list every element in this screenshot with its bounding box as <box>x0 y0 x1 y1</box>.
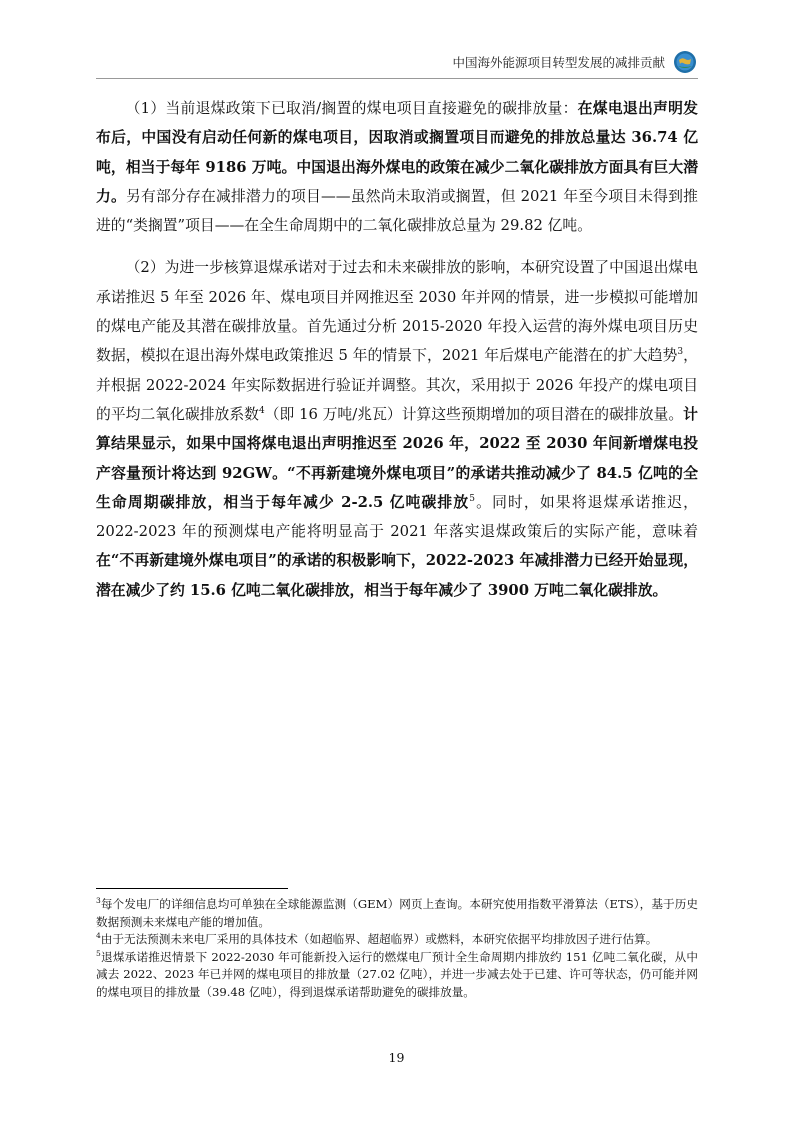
footnote-ref-3[interactable]: 3 <box>677 347 684 358</box>
footnote-divider <box>96 888 288 889</box>
footnote-ref-4[interactable]: 4 <box>258 406 265 417</box>
main-content <box>96 94 698 618</box>
p2-bold-2: 在“不再新建境外煤电项目”的承诺的积极影响下，2022-2023 年减排潜力已经开始显现，潜在减少了约 15.6 亿吨二氧化碳排放，相当于每年减少了 3900 万吨二氧化碳排放。 <box>96 552 698 599</box>
p1-tail: 另有部分存在减排潜力的项目——虽然尚未取消或搁置，但 2021 年至今项目未得到推进的“类搁置”项目——在全生命周期中的二氧化碳排放总量为 29.82 亿吨。 <box>96 187 698 235</box>
footnote-number: 5 <box>96 948 101 958</box>
footnote-number: 4 <box>96 931 101 941</box>
footnote-3 <box>96 896 698 931</box>
footnote-text: 由于无法预测未来电厂采用的具体技术（如超临界、超超临界）或燃料，本研究依据平均排放因子进行估算。 <box>100 932 658 947</box>
footnote-text: 每个发电厂的详细信息均可单独在全球能源监测（GEM）网页上查询。本研究使用指数平滑算法（ETS），基于历史数据预测未来煤电产能的增加值。 <box>96 897 698 929</box>
globe-emblem-icon <box>673 50 697 74</box>
header-divider <box>96 78 698 79</box>
footnote-4 <box>96 931 698 949</box>
page-number: 19 <box>388 1050 405 1065</box>
header-title: 中国海外能源项目转型发展的减排贡献 <box>452 55 665 70</box>
p2-part3: （即 16 万吨/兆瓦）计算这些预期增加的项目潜在的碳排放量。 <box>264 405 684 423</box>
page-header <box>452 50 697 74</box>
p2-part2: ，并根据 2022-2024 年实际数据进行验证并调整。其次，采用拟于 2026 年投产的煤电项目的平均二氧化碳排放系数 <box>96 347 698 423</box>
footnote-text: 退煤承诺推迟情景下 2022-2030 年可能新投入运行的燃煤电厂预计全生命周期内排放约 151 亿吨二氧化碳，从中减去 2022、2023 年已并网的煤电项目的排放量（27.02 亿吨），并进一步减去处于已建、许可等状态，仍可能并网的煤电项目的排放量（39.48 亿吨），得到退煤承诺帮助避免的碳排放量。 <box>96 949 698 999</box>
footnote-number: 3 <box>96 896 101 906</box>
footnote-ref-5[interactable]: 5 <box>469 493 476 504</box>
paragraph-1 <box>96 94 698 240</box>
footnotes <box>96 896 698 1002</box>
p2-bold-1: 计算结果显示，如果中国将煤电退出声明推迟至 2026 年，2022 至 2030 年间新增煤电投产容量预计将达到 92GW。“不再新建境外煤电项目”的承诺共推动减少了 84.5 亿吨的全生命周期碳排放，相当于每年减少 2-2.5 亿吨碳排放 <box>96 405 698 511</box>
p1-bold: 在煤电退出声明发布后，中国没有启动任何新的煤电项目，因取消或搁置项目而避免的排放总量达 36.74 亿吨，相当于每年 9186 万吨。中国退出海外煤电的政策在减少二氧化碳排放方面具有巨大潜力。 <box>96 100 698 205</box>
p2-part5: 。同时，如果将退煤承诺推迟，2022-2023 年的预测煤电产能将明显高于 2021 年落实退煤政策后的实际产能，意味着 <box>96 493 698 541</box>
p2-part1: （2）为进一步核算退煤承诺对于过去和未来碳排放的影响，本研究设置了中国退出煤电承诺推迟 5 年至 2026 年、煤电项目并网推迟至 2030 年并网的情景，进一步模拟可能增加的煤电产能及其潜在碳排放量。首先通过分析 2015-2020 年投入运营的海外煤电项目历史数据，模拟在退出海外煤电政策推迟 5 年的情景下，2021 年后煤电产能潜在的扩大趋势 <box>96 259 698 365</box>
p1-lead: （1）当前退煤政策下已取消/搁置的煤电项目直接避免的碳排放量： <box>125 100 578 117</box>
footnote-5 <box>96 949 698 1002</box>
paragraph-2 <box>96 253 698 605</box>
